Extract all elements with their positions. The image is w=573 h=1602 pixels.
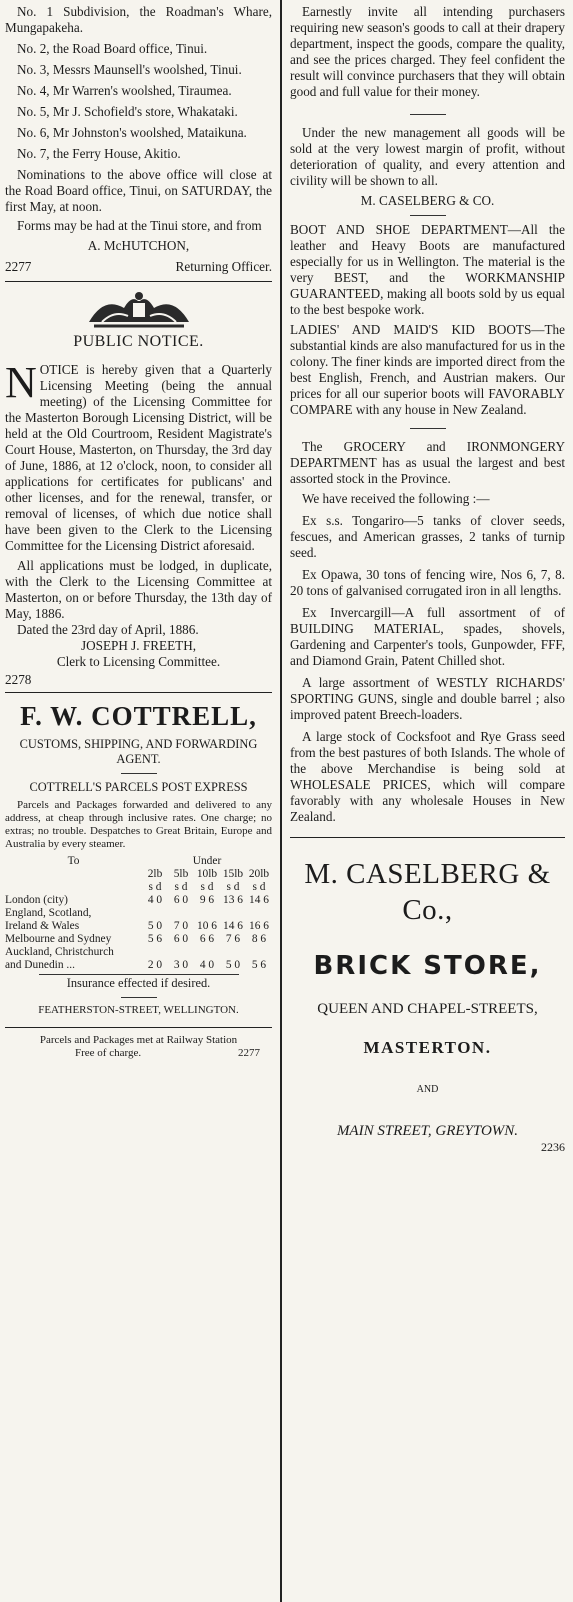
nominations-text: Nominations to the above office will close at the Road Board office, Tinui, on SATURDAY, the first May, at noon.: [5, 167, 272, 214]
rates-value: 4 0: [199, 959, 215, 971]
rates-weight: 10lb: [196, 868, 218, 880]
rates-weight: 15lb: [222, 868, 244, 880]
main-street-greytown: MAIN STREET, GREYTOWN.: [336, 1123, 519, 1139]
section-rule: [290, 837, 565, 838]
rates-header-to: To: [67, 855, 80, 867]
signer-row: [5, 258, 272, 275]
goods-item: A large stock of Cocksfoot and Rye Grass seed from the best pastures of both Islands. The whole of the above Merchandise is being sold at WHOLESALE PRICES, which will compare favorably with any wholesale Houses in New Zealand.: [290, 729, 565, 824]
rates-value: 14 6: [249, 894, 269, 906]
footer-line-2: Free of charge.: [75, 1047, 142, 1059]
rates-destination: Ireland & Wales: [5, 920, 80, 932]
public-notice-title: PUBLIC NOTICE.: [73, 333, 204, 350]
rates-value: 3 0: [173, 959, 189, 971]
rates-row: [5, 933, 272, 946]
drop-cap: N: [5, 358, 37, 407]
footer-line-1: Parcels and Packages met at Railway Station: [39, 1034, 238, 1046]
cottrell-subtitle: CUSTOMS, SHIPPING, AND FORWARDING AGENT.: [19, 737, 258, 766]
rates-value: 6 0: [173, 894, 189, 906]
clerk-name: JOSEPH J. FREETH,: [80, 638, 197, 653]
footer-number: 2277: [238, 1047, 260, 1059]
insurance-text: Insurance effected if desired.: [39, 974, 239, 991]
rates-row: [5, 920, 272, 933]
rates-row: [5, 959, 272, 972]
rates-weights-row: [5, 868, 272, 881]
rates-destination: Melbourne and Sydney: [5, 933, 112, 945]
rates-value: 5 6: [147, 933, 163, 945]
rates-unit: s d: [252, 881, 266, 893]
rates-header-row: [5, 855, 272, 868]
polling-place-item: No. 3, Messrs Maunsell's woolshed, Tinui.: [17, 62, 242, 77]
polling-place-item: No. 6, Mr Johnston's woolshed, Mataikuna.: [17, 125, 247, 140]
dated-text: Dated the 23rd day of April, 1886.: [17, 622, 199, 637]
display-firm-name: M. CASELBERG & Co.,: [304, 858, 551, 926]
polling-place-item: No. 2, the Road Board office, Tinui.: [17, 41, 208, 56]
rates-value: 8 6: [251, 933, 267, 945]
notice-number: 2277: [5, 259, 32, 274]
polling-place-item: No. 7, the Ferry House, Akitio.: [17, 146, 181, 161]
public-notice-text: OTICE is hereby given that a Quarterly Licensing Meeting (being the annual meeting) of the Licensing Committee for the Masterton Borough Licensing District, will be held at the Old Courtroom, Resident Magistrate's Court House, Masterton, on Thursday, the 3rd day of June, 1886, at 12 o'clock, noon, to consider all applications for certificates for publicans' and other licenses, and for the renewal, transfer, or removal of licenses, of which due notice shall have been given to the Clerk to the Licensing Committee for the Licensing District aforesaid.: [5, 362, 272, 553]
rates-value: 7 0: [173, 920, 189, 932]
left-column: [0, 0, 278, 1602]
short-rule: [410, 114, 446, 115]
rates-value: 5 6: [251, 959, 267, 971]
street-address: FEATHERSTON-STREET, WELLINGTON.: [38, 1004, 239, 1016]
received-text: We have received the following :—: [302, 491, 490, 506]
firm-name: M. CASELBERG & CO.: [360, 193, 495, 208]
forms-text: Forms may be had at the Tinui store, and from: [17, 218, 262, 233]
clerk-title: Clerk to Licensing Committee.: [56, 654, 221, 669]
masterton-heading: MASTERTON.: [363, 1038, 492, 1057]
cottrell-title: F. W. COTTRELL,: [20, 701, 257, 731]
coat-of-arms-emblem: [84, 288, 194, 330]
rates-value: 4 0: [147, 894, 163, 906]
short-rule: [410, 215, 446, 216]
rates-value: 16 6: [249, 920, 269, 932]
right-footer-number: 2236: [541, 1140, 565, 1154]
rates-value: 13 6: [223, 894, 243, 906]
management-text: Under the new management all goods will be sold at the very lowest margin of profit, without deterioration of quality, and every attention and civility will be shown to all.: [290, 125, 565, 188]
rates-row: [5, 894, 272, 907]
section-rule: [5, 1027, 272, 1028]
rates-destination: London (city): [5, 894, 68, 906]
applications-text: All applications must be lodged, in duplicate, with the Clerk to the Licensing Committee at Masterton, on or before Thursday, the 13th day of May, 1886.: [5, 558, 272, 621]
brick-store-heading: BRICK STORE,: [313, 951, 542, 981]
rates-value: 2 0: [147, 959, 163, 971]
intro-text: Earnestly invite all intending purchasers requiring new season's goods to call at their drapery department, inspect the goods, compare the quality, and see the prices charged. They feel confident the result will convince purchasers that they will obtain good and full value for their money.: [290, 4, 565, 99]
rates-destination: and Dunedin ...: [5, 959, 75, 971]
column-divider: [280, 0, 282, 1602]
polling-places-list: [5, 4, 272, 162]
goods-item: Ex Invercargill—A full assortment of of BUILDING MATERIAL, spades, shovels, Gardening and Carpenter's tools, Gunpowder, FFF, and Diamond Grain, Patent Chilled shot.: [290, 605, 565, 668]
polling-place-item: No. 1 Subdivision, the Roadman's Whare, Mungapakeha.: [5, 4, 272, 35]
short-rule: [410, 428, 446, 429]
parcels-title: COTTRELL'S PARCELS POST EXPRESS: [29, 780, 248, 794]
rates-unit: s d: [200, 881, 214, 893]
rates-units-row: [5, 881, 272, 894]
ladies-boots-text: LADIES' AND MAID'S KID BOOTS—The substantial kinds are also manufactured for us in the colony. The finer kinds are imported direct from the best English, French, and Austrian makers. Our prices for all our superior boots will FAVORABLY COMPARE with any house in New Zealand.: [290, 322, 565, 417]
rates-value: 7 6: [225, 933, 241, 945]
signer-name: A. McHUTCHON,: [87, 238, 190, 253]
short-rule: [121, 997, 157, 998]
rates-weight: 20lb: [248, 868, 270, 880]
and-text: AND: [416, 1084, 439, 1095]
polling-place-item: No. 4, Mr Warren's woolshed, Tiraumea.: [17, 83, 232, 98]
parcels-body: Parcels and Packages forwarded and delivered to any address, at cheap through inclusive rates. One charge; no extras; no trouble. Despatches to Great Britain, Europe and Australia by every steamer.: [5, 799, 272, 850]
rates-unit: s d: [148, 881, 162, 893]
rates-value: 10 6: [197, 920, 217, 932]
goods-item: A large assortment of WESTLY RICHARDS' SPORTING GUNS, single and double barrel ; also improved patent Breech-loaders.: [290, 675, 565, 722]
rates-destination: England, Scotland,: [5, 907, 92, 919]
rates-value: 5 0: [147, 920, 163, 932]
rates-value: 9 6: [199, 894, 215, 906]
rates-weight: 2lb: [147, 868, 163, 880]
polling-place-item: No. 5, Mr J. Schofield's store, Whakataki.: [17, 104, 238, 119]
signer-title: Returning Officer.: [175, 259, 272, 274]
short-rule: [121, 773, 157, 774]
rates-value: 6 0: [173, 933, 189, 945]
section-rule: [5, 281, 272, 282]
public-notice-body: [5, 358, 272, 554]
rates-unit: s d: [174, 881, 188, 893]
rates-header-under: Under: [192, 855, 222, 867]
rates-weight: 5lb: [173, 868, 189, 880]
rates-value: 6 6: [199, 933, 215, 945]
boot-department-text: BOOT AND SHOE DEPARTMENT—All the leather and Heavy Boots are manufactured especially for us in Wellington. The material is the very BEST, and the WORKMANSHIP GUARANTEED, making all boots sold by us equal to the best bespoke work.: [290, 222, 565, 317]
queen-chapel-streets: QUEEN AND CHAPEL-STREETS,: [317, 1001, 538, 1017]
section-rule: [5, 692, 272, 693]
right-column: [284, 0, 573, 1602]
rates-row: [5, 946, 272, 959]
rates-destination: Auckland, Christchurch: [5, 946, 114, 958]
goods-list: [290, 513, 565, 825]
goods-item: Ex Opawa, 30 tons of fencing wire, Nos 6, 7, 8. 20 tons of galvanised corrugated iron in all lengths.: [290, 567, 565, 598]
rates-table: [5, 855, 272, 972]
rates-value: 14 6: [223, 920, 243, 932]
rates-unit: s d: [226, 881, 240, 893]
goods-item: Ex s.s. Tongariro—5 tanks of clover seeds, fescues, and American grasses, 2 tanks of turnip seed.: [290, 513, 565, 560]
footer-row: [5, 1047, 272, 1060]
rates-row: [5, 907, 272, 920]
grocery-text: The GROCERY and IRONMONGERY DEPARTMENT has as usual the largest and best assorted stock in the Province.: [290, 439, 565, 486]
rates-value: 5 0: [225, 959, 241, 971]
clerk-number: 2278: [5, 672, 32, 687]
